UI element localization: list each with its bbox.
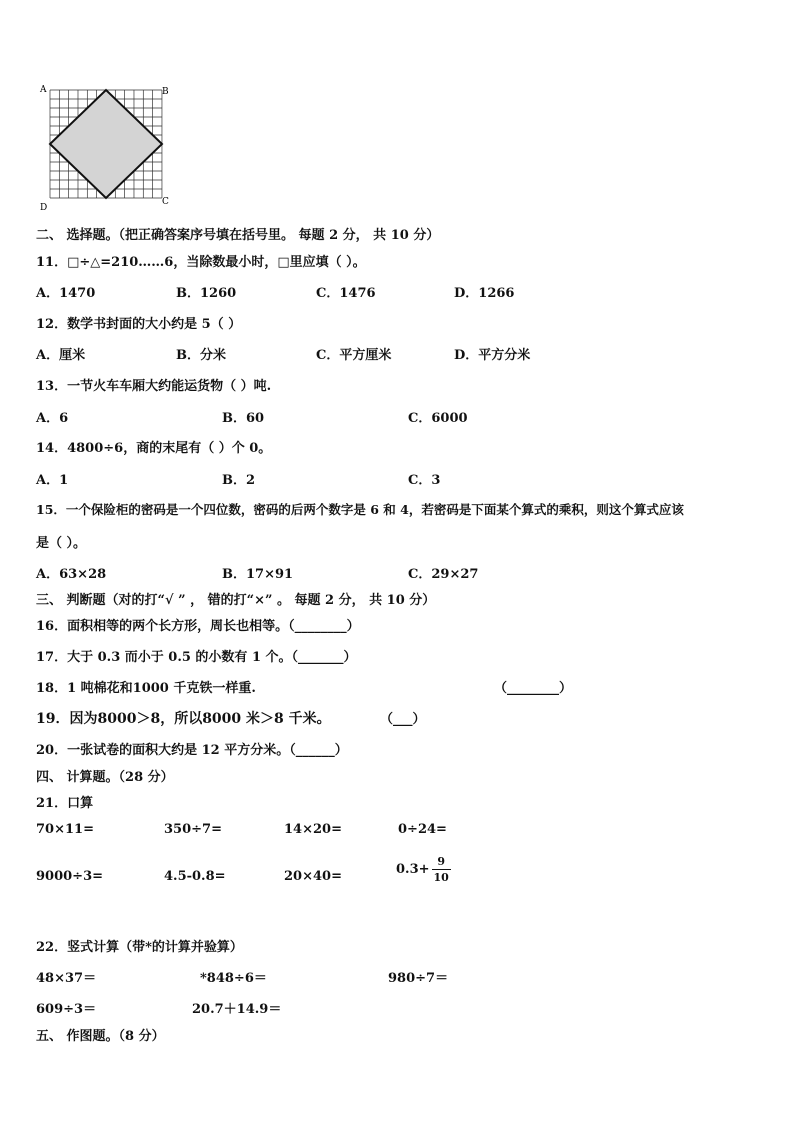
q13-option-a: A．6	[36, 411, 69, 426]
section-3-heading: 三、 判断题（对的打“√ ” ， 错的打“×” 。 每题 2 分， 共 10 分）	[36, 593, 436, 608]
corner-label-a: A	[40, 85, 47, 95]
corner-label-b: B	[162, 87, 169, 97]
question-18-blank[interactable]: （________）	[494, 681, 573, 696]
corner-label-c: C	[162, 197, 169, 207]
q21-item-2: 350÷7=	[164, 822, 222, 837]
corner-label-d: D	[40, 203, 48, 212]
question-14-stem: 14．4800÷6，商的末尾有（ ）个 0。	[36, 441, 272, 456]
q12-option-c: C．平方厘米	[316, 348, 392, 363]
question-12-stem: 12．数学书封面的大小约是 5（ ）	[36, 317, 242, 332]
section-4-heading: 四、 计算题。（28 分）	[36, 770, 174, 785]
fraction	[432, 856, 451, 883]
question-15-stem-line-1: 15．一个保险柜的密码是一个四位数，密码的后两个数字是 6 和 4，若密码是下面某个算式的乘积，则这个算式应该	[36, 502, 684, 517]
question-21-title: 21．口算	[36, 796, 94, 811]
q12-option-a: A．厘米	[36, 348, 86, 363]
q21-item-4: 0÷24=	[398, 822, 447, 837]
q21-item-1: 70×11=	[36, 822, 94, 837]
q15-option-c: C．29×27	[408, 567, 479, 582]
q14-option-b: B．2	[222, 473, 256, 488]
question-18-text: 18．1 吨棉花和1000 千克铁一样重.	[36, 681, 256, 696]
question-11-stem: 11．□÷△=210……6，当除数最小时，□里应填（ ）。	[36, 255, 366, 270]
q21-item-3: 14×20=	[284, 822, 342, 837]
q22-item-2: *848÷6＝	[200, 971, 267, 986]
q21-item-6: 4.5-0.8=	[164, 869, 226, 884]
q11-option-b: B．1260	[176, 286, 237, 301]
section-5-heading: 五、 作图题。（8 分）	[36, 1029, 165, 1044]
q21-item-5: 9000÷3=	[36, 869, 104, 884]
q21-item-8-prefix: 0.3+	[396, 862, 430, 877]
q15-option-a: A．63×28	[36, 567, 107, 582]
q22-item-1: 48×37＝	[36, 971, 97, 986]
q14-option-c: C．3	[408, 473, 441, 488]
q15-option-b: B．17×91	[222, 567, 294, 582]
question-19-text: 19．因为8000＞8，所以8000 米＞8 千米。	[36, 711, 331, 727]
q11-option-a: A．1470	[36, 286, 96, 301]
question-17: 17．大于 0.3 而小于 0.5 的小数有 1 个。（_______）	[36, 650, 357, 665]
q22-item-5: 20.7＋14.9＝	[192, 1002, 282, 1017]
question-16: 16．面积相等的两个长方形，周长也相等。（________）	[36, 619, 360, 634]
diamond-shape	[50, 90, 162, 198]
fraction-numerator: 9	[432, 856, 451, 870]
q12-option-b: B．分米	[176, 348, 226, 363]
question-13-stem: 13．一节火车车厢大约能运货物（ ）吨.	[36, 379, 272, 394]
question-15-stem-line-2: 是（ ）。	[36, 536, 87, 551]
grid-diamond-figure	[36, 84, 176, 212]
question-19-blank[interactable]: （___）	[380, 712, 426, 727]
fraction-denominator: 10	[433, 871, 449, 884]
q14-option-a: A．1	[36, 473, 69, 488]
question-22-title: 22．竖式计算（带*的计算并验算）	[36, 940, 243, 955]
q22-item-3: 980÷7＝	[388, 971, 449, 986]
q22-item-4: 609÷3＝	[36, 1002, 97, 1017]
q13-option-b: B．60	[222, 411, 265, 426]
q12-option-d: D．平方分米	[454, 348, 531, 363]
q21-item-8	[396, 856, 451, 883]
q21-item-7: 20×40=	[284, 869, 342, 884]
q13-option-c: C．6000	[408, 411, 468, 426]
section-2-heading: 二、 选择题。（把正确答案序号填在括号里。 每题 2 分， 共 10 分）	[36, 228, 440, 243]
q11-option-d: D．1266	[454, 286, 515, 301]
q11-option-c: C．1476	[316, 286, 376, 301]
question-20: 20．一张试卷的面积大约是 12 平方分米。（______）	[36, 743, 348, 758]
grid-diamond-svg	[36, 84, 176, 212]
